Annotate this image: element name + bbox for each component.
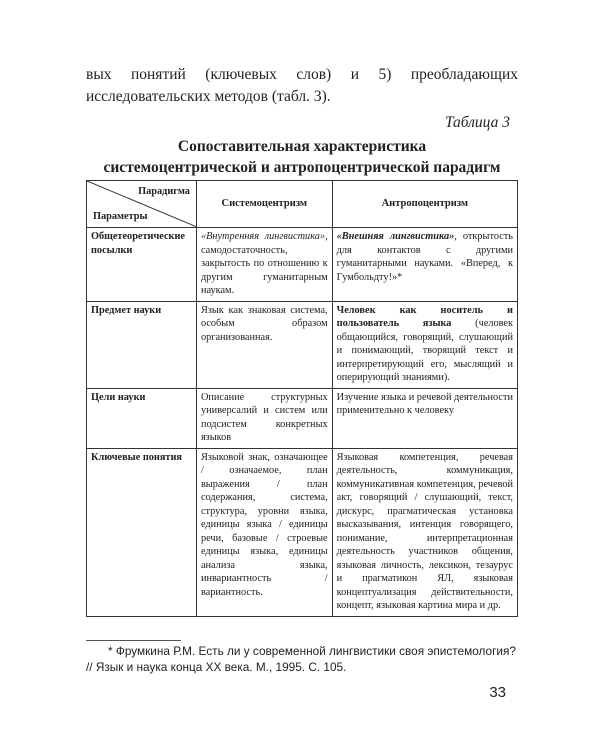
column-header-systemocentrism: Системоцентризм: [196, 181, 332, 228]
table-cell: Языковая компетенция, речевая деятельность, коммуникация, коммуникативная компетенция, речевой акт, говорящий / слушающий, текст, дискурс, прагматическая установка высказывания, интенция говорящего, понимание, интерпретационная деятельность участников общения, языковая личность, лексикон, тезаурус и прагматикон ЯЛ, языковая концептуализация действительности, концепт, языковая картина мира и др.: [332, 448, 517, 616]
cell-text: (человек общающийся, говорящий, слушающий и понимающий, творящий текст и интерпретирующий его, мыслящий и оперирующий знаниями).: [336, 318, 513, 383]
table-header-row: [87, 181, 518, 228]
footnote: * Фрумкина Р.М. Есть ли у современной лингвистики своя эпистемология? // Язык и наука конца XX века. М., 1995. С. 105.: [86, 644, 516, 674]
cell-bold-text: Человек как носитель и пользователь языка: [336, 304, 513, 329]
table-cell: [332, 228, 517, 302]
table-cell: Язык как знаковая система, особым образом организованная.: [196, 301, 332, 388]
cell-emphasis: «Внешняя лингвистика»: [336, 231, 455, 242]
intro-paragraph: вых понятий (ключевых слов) и 5) преобладающих исследовательских методов (табл. 3).: [86, 66, 518, 105]
comparison-table: [86, 180, 518, 617]
cell-emphasis: «Внутренняя лингвистика»: [200, 231, 326, 242]
header-paradigm-label: Парадигма: [138, 186, 190, 197]
column-header-anthropocentrism: Антропоцентризм: [332, 181, 517, 228]
row-label: Общетеоретические посылки: [87, 228, 197, 302]
table-row: [87, 448, 518, 616]
row-label: Предмет науки: [87, 301, 197, 388]
table-cell: Изучение языка и речевой деятельности применительно к человеку: [332, 388, 517, 448]
table-title: [86, 136, 518, 178]
row-label: Ключевые понятия: [87, 448, 197, 616]
footnote-separator: [86, 640, 181, 641]
table-row: [87, 388, 518, 448]
table-row: [87, 228, 518, 302]
table-title-line-2: системоцентрической и антропоцентрической парадигм: [103, 159, 501, 176]
table-title-line-1: Сопоставительная характеристика: [177, 138, 427, 155]
table-row: [87, 301, 518, 388]
row-label: Цели науки: [87, 388, 197, 448]
table-cell: [332, 301, 517, 388]
table-cell: Языковой знак, означающее / означаемое, план выражения / план содержания, система, структура, уровни языка, единицы языка / единицы речи, базовые / строевые единицы языка, единицы анализа языка, инвариантность / вариантность.: [196, 448, 332, 616]
cell-text: , самодостаточность, закрытость по отношению к другим гуманитарным наукам.: [200, 231, 328, 296]
header-parameters-label: Параметры: [93, 210, 148, 222]
page-number: 33: [489, 684, 506, 701]
table-cell: [196, 228, 332, 302]
diagonal-header-cell: [87, 181, 197, 228]
table-number-label: Таблица 3: [444, 114, 510, 131]
table-cell: Описание структурных универсалий и систем или подсистем конкретных языков: [196, 388, 332, 448]
cell-text: , открытость для контактов с другими гуманитарными науками. «Вперед, к Гумбольдту!»*: [336, 231, 514, 283]
